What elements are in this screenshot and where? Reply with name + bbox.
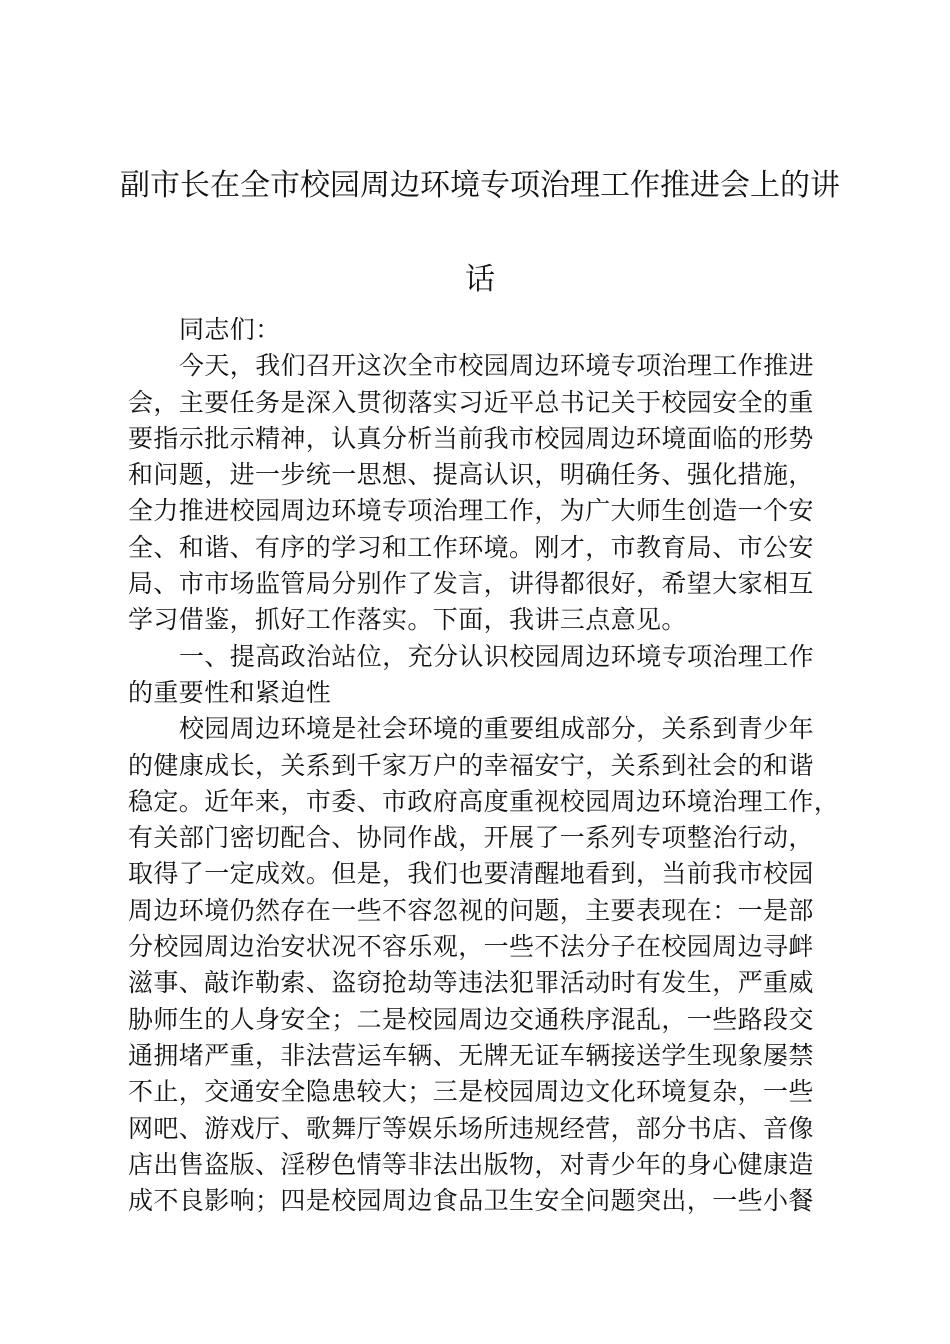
paragraph-line: 学习借鉴，抓好工作落实。下面，我讲三点意见。 [128,605,687,635]
paragraph-line: 网吧、游戏厅、歌舞厅等娱乐场所违规经营，部分书店、音像 [128,1113,814,1143]
paragraph-line: 有关部门密切配合、协同作战，开展了一系列专项整治行动， [128,823,814,853]
paragraph-line: 不止，交通安全隐患较大；三是校园周边文化环境复杂，一些 [128,1077,814,1107]
paragraph-line: 全、和谐、有序的学习和工作环境。刚才，市教育局、市公安 [128,532,814,562]
paragraph-line: 今天，我们召开这次全市校园周边环境专项治理工作推进 [179,351,815,381]
paragraph-line: 胁师生的人身安全；二是校园周边交通秩序混乱，一些路段交 [128,1004,814,1034]
document-title-line-2: 话 [465,262,495,297]
document-title-line-1: 副市长在全市校园周边环境专项治理工作推进会上的讲 [120,168,840,203]
paragraph-line: 要指示批示精神，认真分析当前我市校园周边环境面临的形势 [128,423,814,453]
paragraph-line: 全力推进校园周边环境专项治理工作，为广大师生创造一个安 [128,496,814,526]
section-heading-line: 的重要性和紧迫性 [128,677,332,707]
document-body [128,312,868,1219]
paragraph-line: 成不良影响；四是校园周边食品卫生安全问题突出，一些小餐 [128,1186,814,1216]
paragraph-line: 和问题，进一步统一思想、提高认识，明确任务、强化措施， [128,460,814,490]
paragraph-line: 滋事、敲诈勒索、盗窃抢劫等违法犯罪活动时有发生，严重威 [128,968,814,998]
paragraph-line: 校园周边环境是社会环境的重要组成部分，关系到青少年 [179,714,815,744]
paragraph-line: 局、市市场监管局分别作了发言，讲得都很好，希望大家相互 [128,569,814,599]
salutation: 同志们： [179,315,281,344]
paragraph-line: 通拥堵严重，非法营运车辆、无牌无证车辆接送学生现象屡禁 [128,1040,814,1070]
paragraph-line: 取得了一定成效。但是，我们也要清醒地看到，当前我市校园 [128,859,814,889]
paragraph-line: 稳定。近年来，市委、市政府高度重视校园周边环境治理工作， [128,786,840,816]
paragraph-line: 的健康成长，关系到千家万户的幸福安宁，关系到社会的和谐 [128,750,814,780]
paragraph-line: 店出售盗版、淫秽色情等非法出版物，对青少年的身心健康造 [128,1149,814,1179]
paragraph-line: 分校园周边治安状况不容乐观，一些不法分子在校园周边寻衅 [128,932,814,962]
paragraph-line: 周边环境仍然存在一些不容忽视的问题，主要表现在：一是部 [128,895,814,925]
section-heading-line: 一、提高政治站位，充分认识校园周边环境专项治理工作 [179,641,815,671]
paragraph-line: 会，主要任务是深入贯彻落实习近平总书记关于校园安全的重 [128,387,814,417]
